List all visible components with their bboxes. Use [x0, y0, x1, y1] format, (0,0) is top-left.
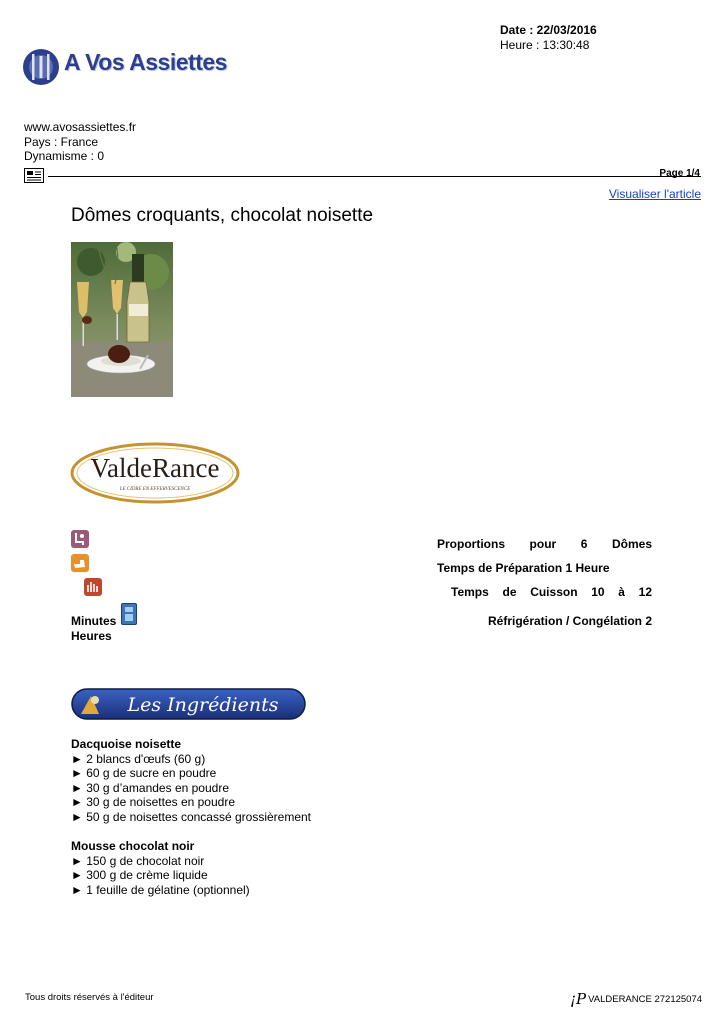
- source-country: Pays : France: [24, 134, 99, 149]
- list-item: ► 150 g de chocolat noir: [71, 853, 205, 868]
- footer-rights: Tous droits réservés à l'éditeur: [25, 992, 154, 1003]
- list-item: ► 50 g de noisettes concassé grossièrement: [71, 809, 312, 824]
- fork-plate-icon: [20, 46, 62, 88]
- chill-unit: Heures: [71, 629, 112, 643]
- site-logo: [20, 46, 230, 88]
- brand-tagline: LE CIDRE EN EFFERVESCENCE: [119, 487, 191, 492]
- list-item: ► 30 g d’amandes en poudre: [71, 780, 229, 795]
- header-rule: [48, 176, 701, 177]
- header-datetime: [500, 23, 597, 53]
- servings-icon: [71, 530, 89, 548]
- list-item: ► 300 g de crème liquide: [71, 868, 208, 883]
- val-de-rance-logo: [70, 442, 240, 504]
- source-meta: [24, 120, 136, 164]
- document-icon: [24, 168, 44, 183]
- chill-time-line: Réfrigération / Congélation 2: [487, 614, 652, 628]
- list-item: ► 2 blancs d'œufs (60 g): [71, 751, 206, 766]
- publisher-mark-icon: ¡P: [570, 990, 587, 1008]
- ingredients-banner: [71, 688, 306, 720]
- list-item: ► 30 g de noisettes en poudre: [71, 795, 235, 810]
- list-item: ► 60 g de sucre en poudre: [71, 766, 217, 781]
- source-url: www.avosassiettes.fr: [24, 120, 137, 134]
- ingredient-group-heading: Dacquoise noisette: [71, 737, 182, 751]
- prep-time-line: Temps de Préparation 1 Heure: [437, 561, 610, 575]
- ingredient-group-dacquoise: [71, 737, 311, 825]
- date-label: Date : 22/03/2016: [500, 23, 597, 37]
- list-item: ► 1 feuille de gélatine (optionnel): [71, 882, 250, 897]
- view-article-link[interactable]: Visualiser l'article: [608, 187, 701, 201]
- source-dynamism: Dynamisme : 0: [24, 149, 105, 163]
- footer-ref: [570, 990, 702, 1008]
- footer-ref-text: VALDERANCE 272125074: [588, 994, 703, 1005]
- brand-logo-text: ValdeRance: [90, 453, 220, 483]
- site-logo-text: A Vos Assiettes: [64, 49, 227, 75]
- article-title: Dômes croquants, chocolat noisette: [71, 205, 374, 226]
- proportions-line: Proportions pour 6 Dômes: [437, 537, 653, 551]
- cook-time-line: Temps de Cuisson 10 à 12: [451, 585, 652, 599]
- ingredient-group-mousse: [71, 839, 250, 897]
- dessert-photo: [71, 242, 173, 397]
- photo-caption: ·: [121, 397, 123, 401]
- page-number: Page 1/4: [659, 168, 700, 179]
- cooking-heat-icon: [84, 578, 102, 596]
- prep-hand-icon: [71, 554, 89, 572]
- ingredients-banner-text: Les Ingrédients: [127, 694, 279, 716]
- ingredient-group-heading: Mousse chocolat noir: [71, 839, 195, 853]
- time-label: Heure : 13:30:48: [500, 38, 590, 52]
- fridge-icon: [121, 603, 137, 625]
- cook-unit: Minutes: [71, 614, 117, 628]
